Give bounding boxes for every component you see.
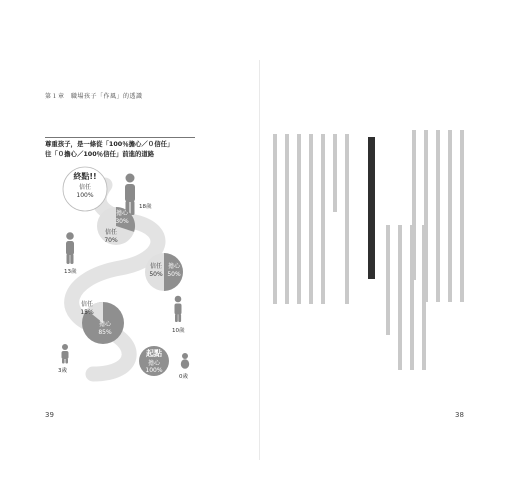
adult-figure	[125, 174, 135, 216]
child-figure	[175, 296, 182, 322]
pie-trust-label: 信任	[104, 229, 117, 236]
page-number-left: 39	[45, 411, 54, 419]
age-label: 3歲	[58, 368, 67, 374]
end-trust-value: 100%	[76, 192, 94, 199]
text-line	[398, 225, 402, 370]
teen-figure	[66, 232, 74, 264]
gutter	[259, 60, 260, 460]
figure-title-line1: 尊重孩子，是一條從「100％擔心／０信任」	[45, 140, 174, 148]
baby-figure	[181, 353, 189, 369]
start-worry-value: 100%	[145, 367, 163, 374]
running-head: 第１章 職場孩子「作風」的透識	[45, 93, 143, 100]
text-line	[386, 225, 390, 335]
figure-title-line2: 往「０擔心／100％信任」前進的道路	[45, 150, 155, 158]
text-line	[333, 134, 337, 212]
pie-worry-value: 50%	[167, 271, 181, 278]
age-label: 0歲	[179, 374, 188, 380]
age-label: 10歲	[172, 328, 185, 334]
text-line	[436, 130, 440, 302]
start-label: 起點	[146, 349, 162, 358]
end-trust-label: 信任	[78, 184, 91, 191]
section-heading	[368, 137, 375, 279]
toddler-figure	[62, 344, 69, 364]
trust-path-figure	[45, 160, 205, 390]
figure-rule	[45, 137, 195, 138]
text-line	[460, 130, 464, 302]
pie-worry-value: 85%	[98, 329, 112, 336]
pie-worry-label: 擔心	[98, 321, 111, 328]
text-line	[422, 225, 426, 370]
text-line	[345, 134, 349, 304]
text-line	[321, 134, 325, 304]
age-label: 13歲	[64, 269, 77, 275]
pie-trust-label: 信任	[80, 301, 93, 308]
text-line	[297, 134, 301, 304]
start-worry-label: 擔心	[147, 360, 160, 367]
pie-trust-value: 50%	[149, 271, 163, 278]
pie-trust-label: 信任	[149, 263, 162, 270]
pie-trust-value: 70%	[104, 237, 118, 244]
text-line	[309, 134, 313, 304]
pie-worry-label: 擔心	[115, 210, 128, 217]
pie-trust-value: 15%	[80, 309, 94, 316]
page-number-right: 38	[455, 411, 464, 419]
pie-worry-value: 30%	[115, 218, 129, 225]
text-line	[410, 225, 414, 370]
text-line	[273, 134, 277, 304]
age-label: 18歲	[139, 204, 152, 210]
text-line	[285, 134, 289, 304]
text-line	[448, 130, 452, 302]
end-label: 終點!!	[73, 172, 97, 181]
pie-worry-label: 擔心	[167, 263, 180, 270]
